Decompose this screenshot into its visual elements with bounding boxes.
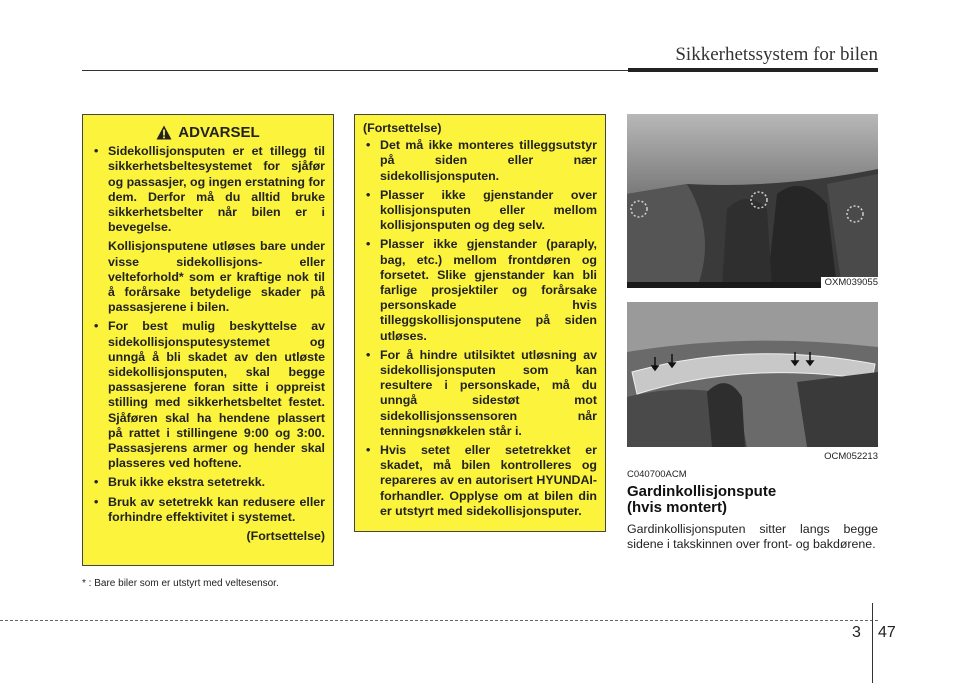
footer-rule	[0, 620, 878, 621]
warning-item: • Bruk ikke ekstra setetrekk.	[91, 475, 325, 490]
footnote: * : Bare biler som er utstyrt med veltesensor.	[82, 578, 279, 589]
warning-box-1	[82, 114, 334, 566]
curtain-airbag-photo	[627, 302, 878, 447]
warning-heading	[91, 125, 325, 140]
warning-item: • Bruk av setetrekk kan redusere eller forhindre effektivitet i systemet.	[91, 495, 325, 525]
chapter-number: 3	[852, 624, 861, 641]
curtain-airbag-illustration	[627, 302, 878, 447]
continued-heading: (Fortsettelse)	[363, 121, 442, 135]
page-number-separator	[872, 603, 873, 683]
warning-box-2	[354, 114, 606, 532]
image-caption-text: OCM052213	[820, 451, 878, 462]
image-caption	[820, 451, 878, 462]
header-accent-rule	[628, 68, 878, 72]
warning-sub-paragraph: Kollisjonsputene utløses bare under visse sidekollisjons- eller velteforhold* som er kraftige nok til å forårsake betydelige skader på passasjerene i bilen.	[108, 239, 325, 315]
continues-label: (Fortsettelse)	[246, 529, 325, 544]
page-number: 47	[878, 624, 896, 641]
warning-triangle-icon	[156, 125, 172, 140]
side-airbag-photo	[627, 114, 878, 288]
section-body: Gardinkollisjonsputen sitter langs begge sidene i takskinnen over front- og bakdørene.	[627, 522, 878, 551]
section-code: C040700ACM	[627, 469, 687, 480]
warning-item: • For best mulig beskyttelse av sidekollisjonsputesystemet og unngå å bli skadet av den utløste sidekollisjonsputen, skal begge passasjerene foran sitte i oppreist stilling med sikkerhetsbeltet festet. Sjåføren skal ha hendene plassert på rattet i stillingene 9:00 og 3:00. Passasjerens armer og hender skal plasseres ved hoftene.	[91, 319, 325, 471]
warning-item: • Sidekollisjonsputen er et tillegg til sikkerhetsbeltesystemet for sjåfør og passasjer, og ingen erstatning for dem. Derfor må du alltid bruke sikkerhetsbelter når bilen er i bevegelse.	[91, 144, 325, 235]
section-title	[627, 484, 878, 516]
page-header-title: Sikkerhetssystem for bilen	[675, 44, 878, 65]
warning-item: • Plasser ikke gjenstander (paraply, bag, etc.) mellom frontdøren og forsetet. Slike gjenstander kan bli farlige prosjektiler og forårsake personskade hvis tilleggskollisjonsputene på siden utløses.	[363, 237, 597, 343]
image-caption	[821, 277, 878, 288]
warning-item: • For å hindre utilsiktet utløsning av sidekollisjonsputen som kan resultere i personskade, må du unngå sidestøt mot sidekollisjonssensoren når tenningsnøkkelen står i.	[363, 348, 597, 439]
warning-item: • Plasser ikke gjenstander over kollisjonsputen eller mellom kollisjonsputen og deg selv.	[363, 188, 597, 234]
section-title-line: (hvis montert)	[627, 499, 728, 516]
image-caption-text: OXM039055	[821, 277, 878, 288]
warning-item: • Det må ikke monteres tilleggsutstyr på siden eller nær sidekollisjonsputen.	[363, 138, 597, 184]
warning-item: • Hvis setet eller setetrekket er skadet, må bilen kontrolleres og repareres av en autorisert HYUNDAI-forhandler. Opplyse om at bilen din er utstyrt med sidekollisjonsputer.	[363, 443, 597, 519]
section-title-line: Gardinkollisjonspute	[627, 483, 777, 500]
warning-heading-text: ADVARSEL	[178, 124, 260, 141]
car-interior-illustration	[627, 114, 878, 288]
